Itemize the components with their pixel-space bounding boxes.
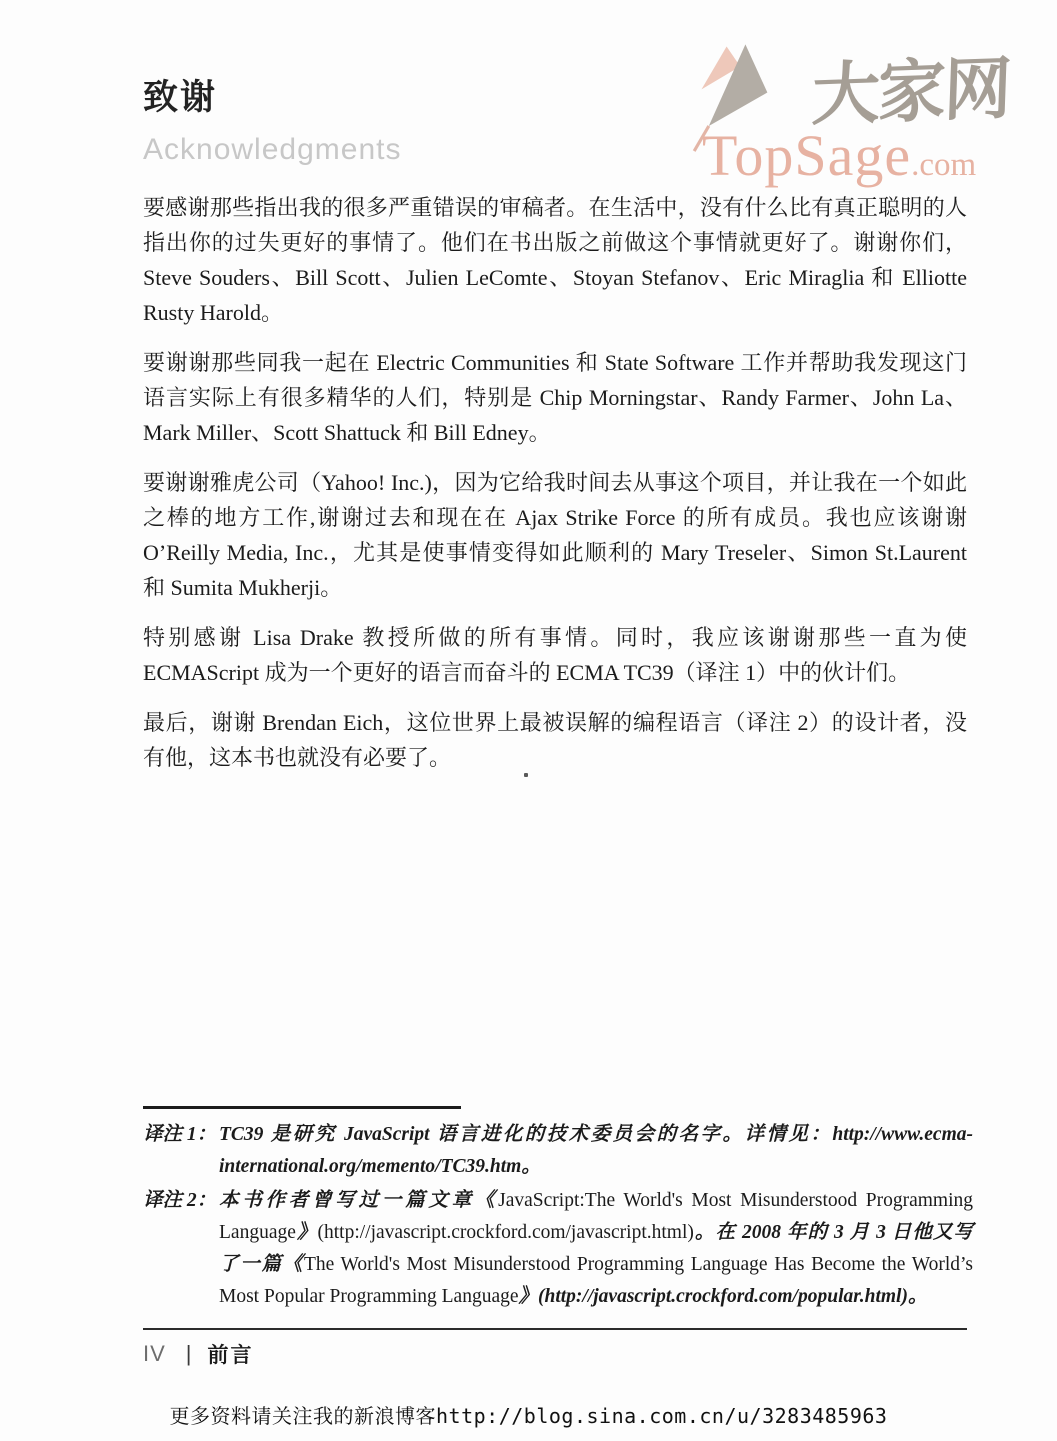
paragraph-lisa-drake: 特别感谢 Lisa Drake 教授所做的所有事情。同时，我应该谢谢那些一直为使 ECMAScript 成为一个更好的语言而奋斗的 ECMA TC39（译注 1）中的伙计们。 xyxy=(143,625,967,685)
watermark-brand-cn: 大家网 xyxy=(810,50,1012,134)
page-footer xyxy=(143,1328,967,1369)
footnote-2-part: )。 xyxy=(901,1286,928,1307)
blog-note: 更多资料请关注我的新浪博客http://blog.sina.com.cn/u/3283485963 xyxy=(169,1404,888,1428)
footnote-2 xyxy=(143,1185,973,1313)
paragraph-brendan-eich: 最后，谢谢 Brendan Eich，这位世界上最被误解的编程语言（译注 2）的设计者，没有他，这本书也就没有必要了。 xyxy=(143,710,967,770)
footnote-divider xyxy=(143,1106,461,1109)
footnote-2-text xyxy=(219,1185,973,1313)
footer-section-title: 前言 xyxy=(207,1344,254,1367)
footnote-1-label: 译注 1： xyxy=(143,1124,217,1145)
scan-speck xyxy=(524,773,528,777)
footnote-1-text xyxy=(219,1119,973,1183)
footnote-2-part: 》( xyxy=(518,1286,545,1307)
footnote-1-part: TC39 是研究 JavaScript 语言进化的技术委员会的名字。详情见： xyxy=(219,1124,833,1145)
footnote-1 xyxy=(143,1119,973,1183)
acknowledgments-body xyxy=(143,190,967,790)
footnote-2-article-title-2: The World's Most Misunderstood Programming Language Has Become the World’s Most Popular Programming Language xyxy=(219,1254,973,1307)
footer-separator: | xyxy=(185,1341,192,1366)
footnote-2-article-title-1: JavaScript:The World's Most Misunderstood Programming Language xyxy=(219,1190,973,1243)
paragraph-reviewers: 要感谢那些指出我的很多严重错误的审稿者。在生活中，没有什么比有真正聪明的人指出你的过失更好的事情了。他们在书出版之前做这个事情就更好了。谢谢你们，Steve Souders、Bill Scott、Julien LeComte、Stoyan Stefanov、Eric Miraglia 和 Elliotte Rusty Harold。 xyxy=(143,195,967,325)
page-header xyxy=(143,70,401,167)
footnote-2-url-2: http://javascript.crockford.com/popular.html xyxy=(544,1286,902,1307)
paragraph-colleagues: 要谢谢那些同我一起在 Electric Communities 和 State Software 工作并帮助我发现这门语言实际上有很多精华的人们，特别是 Chip Morningstar、Randy Farmer、John La、Mark Miller、Scott Shattuck 和 Bill Edney。 xyxy=(143,350,967,445)
page-number: IV xyxy=(143,1341,166,1366)
footnotes-section xyxy=(143,1106,973,1315)
footnote-2-part: 》 xyxy=(295,1222,318,1243)
watermark-tld-text: .com xyxy=(911,147,977,183)
footnote-1-url: http://www.ecma-international.org/memento/TC39.htm xyxy=(219,1124,973,1177)
page-title-en: Acknowledgments xyxy=(143,133,402,166)
paragraph-yahoo: 要谢谢雅虎公司（Yahoo! Inc.)，因为它给我时间去从事这个项目，并让我在一个如此之棒的地方工作,谢谢过去和现在在 Ajax Strike Force 的所有成员。我也应该谢谢 O’Reilly Media, Inc.，尤其是使事情变得如此顺利的 Mary Treseler、Simon St.Laurent 和 Sumita Mukherji。 xyxy=(143,470,967,600)
footnote-2-part: 本书作者曾写过一篇文章《 xyxy=(219,1190,499,1211)
footnote-2-url-1: (http://javascript.crockford.com/javascript.html) xyxy=(317,1222,694,1243)
footnote-1-part: 。 xyxy=(521,1156,541,1177)
watermark-site-name xyxy=(702,122,976,189)
footnote-2-part: 。在 2008 年的 3 月 3 日他又写了一篇《 xyxy=(219,1222,973,1275)
watermark-site-text: TopSage xyxy=(702,123,912,188)
page-title-cn: 致谢 xyxy=(143,78,218,117)
footnote-2-label: 译注 2： xyxy=(143,1190,217,1211)
